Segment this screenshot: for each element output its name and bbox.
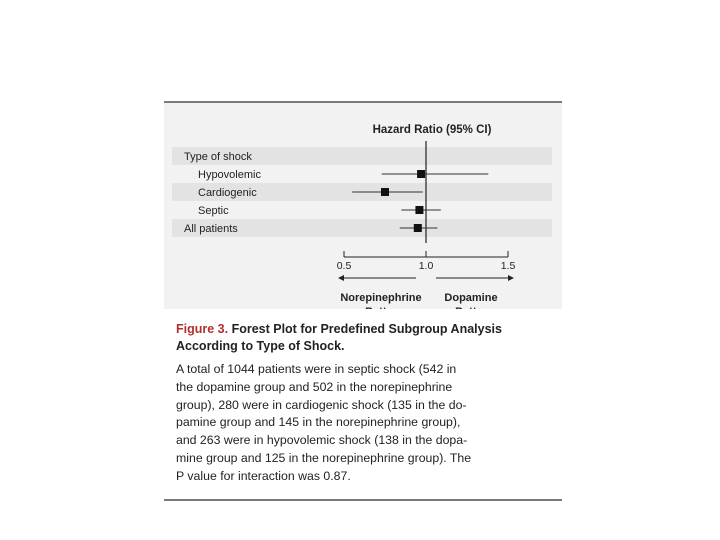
row-band <box>172 201 552 219</box>
left-arrowhead <box>338 275 344 281</box>
row-label: Type of shock <box>184 151 252 163</box>
row-label: Hypovolemic <box>198 169 261 181</box>
row-label: Septic <box>198 205 229 217</box>
figure-label: Figure 3. <box>176 322 229 336</box>
hr-marker <box>417 170 425 178</box>
row-label: All patients <box>184 223 238 235</box>
figure-panel <box>164 101 562 501</box>
column-header: Hazard Ratio (95% CI) <box>372 124 492 136</box>
caption-title <box>176 321 554 355</box>
caption-title-text: Forest Plot for Predefined Subgroup Analysis According to Type of Shock. <box>176 322 502 353</box>
x-tick-label: 1.5 <box>500 260 516 272</box>
hr-marker <box>414 224 422 232</box>
figure-caption <box>164 309 562 497</box>
row-label: Cardiogenic <box>198 187 257 199</box>
right-arrowhead <box>508 275 514 281</box>
forest-plot-svg <box>164 103 562 309</box>
caption-body: A total of 1044 patients were in septic shock (542 in the dopamine group and 502 in the norepinephrine group), 280 were in cardiogenic shock (135 in the do- pamine group and 145 in the norepinephrine group), and 263 were in hypovolemic shock (138 in the dopa- mine group and 125 in the norepinephrine group). The P value for interaction was 0.87. <box>176 362 472 483</box>
left-direction-label: Norepinephrine <box>340 292 422 304</box>
x-tick-label: 1.0 <box>418 260 434 272</box>
forest-plot <box>164 103 562 309</box>
hr-marker <box>415 206 423 214</box>
x-tick-label: 0.5 <box>336 260 352 272</box>
right-direction-label: Dopamine <box>444 292 498 304</box>
hr-marker <box>381 188 389 196</box>
